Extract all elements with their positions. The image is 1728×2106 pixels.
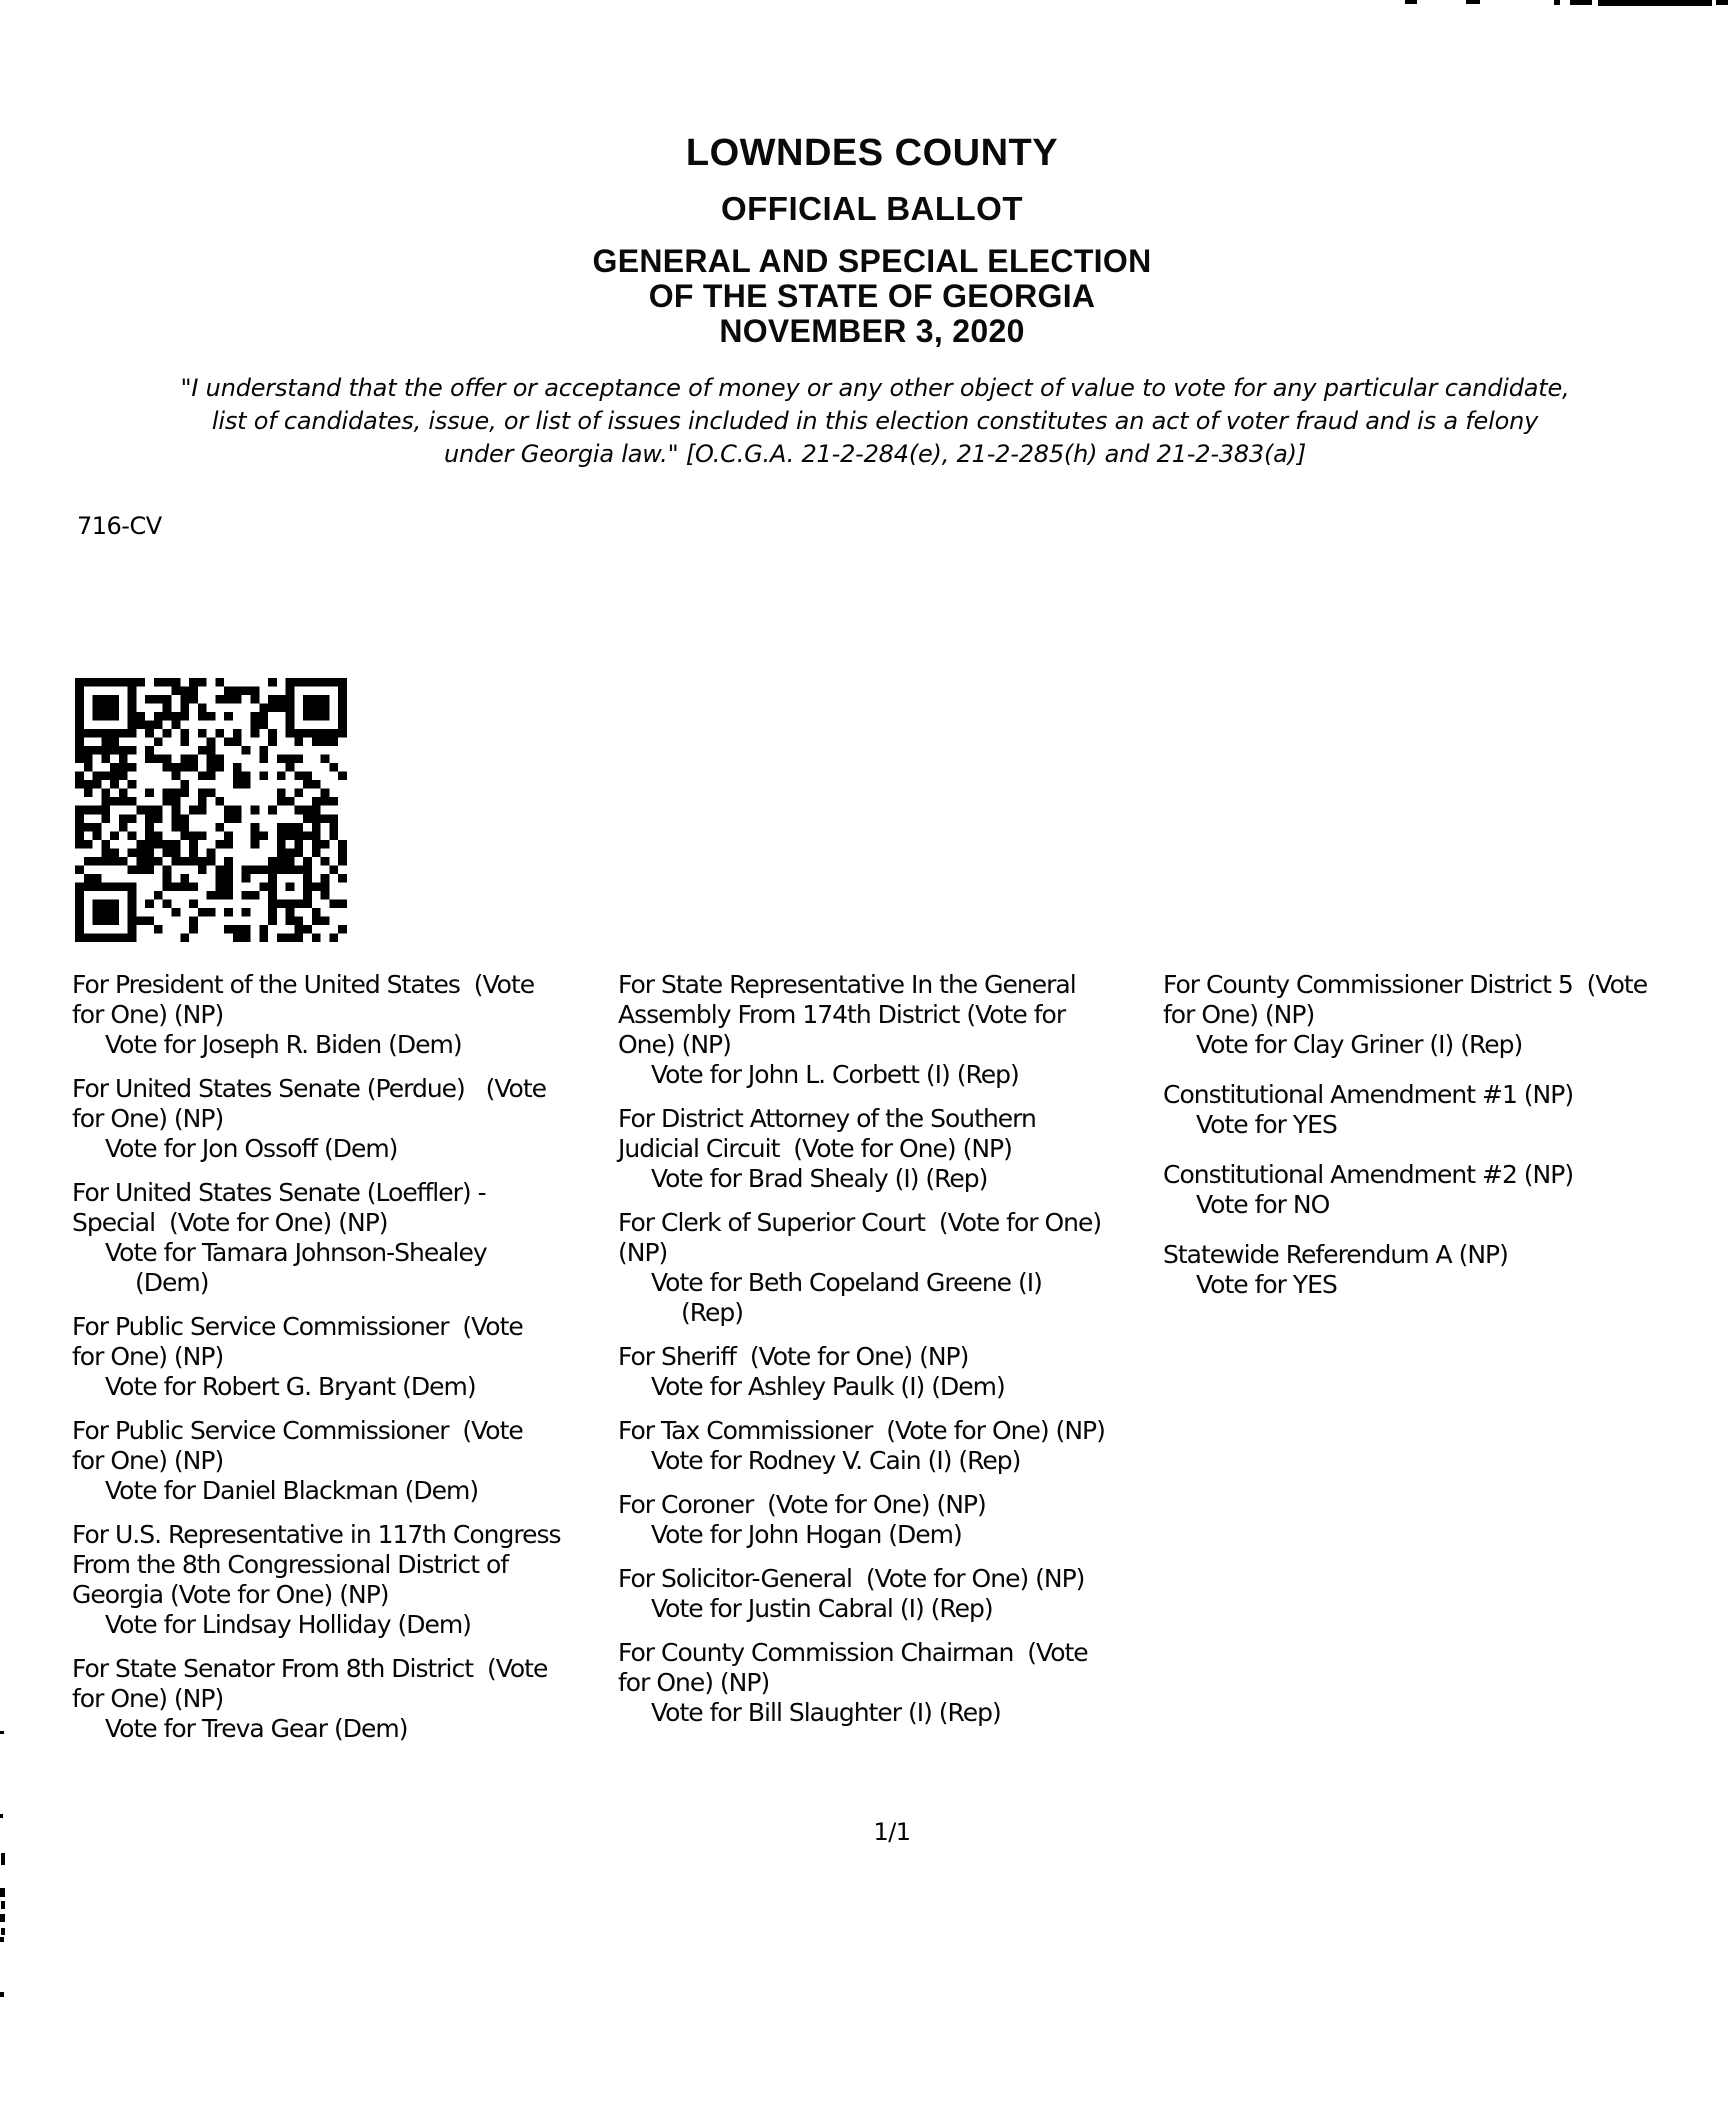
- contest-title-line: For District Attorney of the Southern: [618, 1104, 1036, 1133]
- contest-title-line: for One) (NP): [72, 1342, 224, 1371]
- election-title-line: GENERAL AND SPECIAL ELECTION: [592, 243, 1152, 279]
- vote-selection-line: Vote for NO: [1196, 1190, 1330, 1219]
- vote-selection-line: Vote for Justin Cabral (I) (Rep): [651, 1594, 993, 1623]
- contest-title-line: From the 8th Congressional District of: [72, 1550, 509, 1579]
- vote-selection-line: Vote for Lindsay Holliday (Dem): [105, 1610, 471, 1639]
- vote-selection-line: Vote for Brad Shealy (I) (Rep): [651, 1164, 988, 1193]
- contest-title-line: for One) (NP): [72, 1104, 224, 1133]
- vote-selection-line: Vote for Jon Ossoff (Dem): [105, 1134, 398, 1163]
- scan-artifact: [1, 1928, 5, 1935]
- scan-artifact: [0, 1731, 4, 1734]
- scan-artifact: [0, 1888, 5, 1897]
- scan-artifact: [0, 1937, 4, 1942]
- scan-artifact: [0, 1914, 5, 1922]
- contest-title-line: Georgia (Vote for One) (NP): [72, 1580, 389, 1609]
- contest-block: [618, 970, 1166, 1090]
- fraud-disclaimer-line: "I understand that the offer or acceptance of money or any other object of value to vote for any particular candidate,: [180, 374, 1570, 402]
- county-title: LOWNDES COUNTY: [685, 132, 1059, 174]
- vote-selection-line: (Dem): [135, 1268, 209, 1297]
- fraud-disclaimer: [22, 372, 1728, 471]
- vote-selection-line: Vote for Ashley Paulk (I) (Dem): [651, 1372, 1005, 1401]
- ballot-column-1: [72, 970, 620, 1758]
- contest-title-line: For Public Service Commissioner (Vote: [72, 1312, 523, 1341]
- contest-title-line: For Coroner (Vote for One) (NP): [618, 1490, 986, 1519]
- vote-selection-line: Vote for Joseph R. Biden (Dem): [105, 1030, 462, 1059]
- contest-block: [618, 1208, 1166, 1328]
- contest-title-line: For State Representative In the General: [618, 970, 1076, 999]
- contest-title-line: One) (NP): [618, 1030, 731, 1059]
- contest-block: [1163, 1240, 1728, 1300]
- vote-selection-line: Vote for Bill Slaughter (I) (Rep): [651, 1698, 1001, 1727]
- fraud-disclaimer-line: list of candidates, issue, or list of issues included in this election constitutes an act of voter fraud and is a felony: [211, 407, 1539, 435]
- ballot-column-2: [618, 970, 1166, 1742]
- contest-block: [1163, 1160, 1728, 1220]
- contest-block: [72, 1416, 620, 1506]
- vote-selection-line: Vote for Rodney V. Cain (I) (Rep): [651, 1446, 1021, 1475]
- vote-selection-line: Vote for Daniel Blackman (Dem): [105, 1476, 479, 1505]
- scan-artifact: [1466, 0, 1480, 4]
- scan-artifact: [1, 1853, 5, 1865]
- contest-block: [618, 1638, 1166, 1728]
- contest-block: [618, 1342, 1166, 1402]
- contest-title-line: For County Commission Chairman (Vote: [618, 1638, 1088, 1667]
- scan-artifact: [1405, 0, 1417, 4]
- vote-selection-line: Vote for YES: [1196, 1270, 1337, 1299]
- vote-selection-line: Vote for John L. Corbett (I) (Rep): [651, 1060, 1019, 1089]
- vote-selection-line: Vote for Clay Griner (I) (Rep): [1196, 1030, 1523, 1059]
- contest-title-line: For United States Senate (Loeffler) -: [72, 1178, 486, 1207]
- contest-title-line: for One) (NP): [1163, 1000, 1315, 1029]
- vote-selection-line: Vote for Treva Gear (Dem): [105, 1714, 408, 1743]
- contest-title-line: For County Commissioner District 5 (Vote: [1163, 970, 1648, 999]
- contest-title-line: Judicial Circuit (Vote for One) (NP): [618, 1134, 1012, 1163]
- election-title-line: OF THE STATE OF GEORGIA: [648, 278, 1096, 314]
- contest-title-line: For State Senator From 8th District (Vote: [72, 1654, 548, 1683]
- contest-block: [1163, 970, 1728, 1060]
- contest-block: [618, 1416, 1166, 1476]
- scan-artifact: [1598, 0, 1712, 6]
- election-title-line: NOVEMBER 3, 2020: [719, 313, 1025, 349]
- contest-title-line: For Solicitor-General (Vote for One) (NP): [618, 1564, 1085, 1593]
- contest-title-line: Constitutional Amendment #1 (NP): [1163, 1080, 1574, 1109]
- vote-selection-line: Vote for YES: [1196, 1110, 1337, 1139]
- contest-title-line: For President of the United States (Vote: [72, 970, 535, 999]
- contest-title-line: Assembly From 174th District (Vote for: [618, 1000, 1066, 1029]
- contest-block: [72, 1520, 620, 1640]
- vote-selection-line: Vote for Tamara Johnson-Shealey: [105, 1238, 487, 1267]
- contest-title-line: for One) (NP): [72, 1446, 224, 1475]
- contest-title-line: For United States Senate (Perdue) (Vote: [72, 1074, 547, 1103]
- fraud-disclaimer-line: under Georgia law." [O.C.G.A. 21-2-284(e), 21-2-285(h) and 21-2-383(a)]: [444, 440, 1306, 468]
- scan-artifact: [1554, 0, 1560, 5]
- contest-block: [72, 1178, 620, 1298]
- contest-title-line: For Public Service Commissioner (Vote: [72, 1416, 523, 1445]
- contest-title-line: For Tax Commissioner (Vote for One) (NP): [618, 1416, 1105, 1445]
- contest-title-line: For Clerk of Superior Court (Vote for One): [618, 1208, 1102, 1237]
- contest-title-line: for One) (NP): [72, 1000, 224, 1029]
- contest-block: [72, 1312, 620, 1402]
- contest-title-line: For U.S. Representative in 117th Congress: [72, 1520, 561, 1549]
- qr-code-icon: [75, 678, 347, 942]
- scan-artifact: [1, 1901, 5, 1909]
- vote-selection-line: Vote for Robert G. Bryant (Dem): [105, 1372, 476, 1401]
- contest-title-line: Constitutional Amendment #2 (NP): [1163, 1160, 1574, 1189]
- election-title: [16, 244, 1728, 349]
- contest-block: [618, 1104, 1166, 1194]
- scan-artifact: [0, 1814, 3, 1818]
- scan-artifact: [1716, 0, 1728, 5]
- contest-block: [72, 1654, 620, 1744]
- contest-title-line: for One) (NP): [618, 1668, 770, 1697]
- ballot-style-code: 716-CV: [77, 512, 162, 540]
- scan-artifact: [0, 1992, 4, 1997]
- contest-block: [72, 970, 620, 1060]
- contest-title-line: Special (Vote for One) (NP): [72, 1208, 388, 1237]
- page-number: 1/1: [873, 1818, 911, 1846]
- contest-title-line: For Sheriff (Vote for One) (NP): [618, 1342, 969, 1371]
- contest-block: [1163, 1080, 1728, 1140]
- contest-block: [618, 1490, 1166, 1550]
- ballot-title: OFFICIAL BALLOT: [720, 190, 1024, 227]
- contest-title-line: for One) (NP): [72, 1684, 224, 1713]
- vote-selection-line: (Rep): [681, 1298, 744, 1327]
- vote-selection-line: Vote for Beth Copeland Greene (I): [651, 1268, 1042, 1297]
- ballot-column-3: [1163, 970, 1728, 1320]
- contest-title-line: (NP): [618, 1238, 668, 1267]
- contest-block: [618, 1564, 1166, 1624]
- contest-block: [72, 1074, 620, 1164]
- contest-title-line: Statewide Referendum A (NP): [1163, 1240, 1508, 1269]
- vote-selection-line: Vote for John Hogan (Dem): [651, 1520, 962, 1549]
- scan-artifact: [1570, 0, 1592, 5]
